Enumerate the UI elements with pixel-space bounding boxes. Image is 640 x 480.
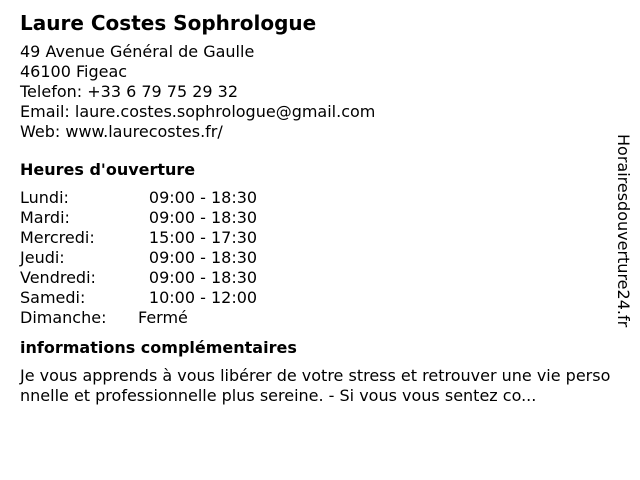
hours-day: Samedi:: [20, 288, 86, 307]
hours-day: Vendredi:: [20, 268, 96, 287]
hours-day: Lundi:: [20, 188, 69, 207]
hours-time: 10:00 - 12:00: [148, 288, 258, 307]
opening-hours-heading: Heures d'ouverture: [20, 160, 196, 179]
hours-row: [20, 248, 620, 268]
site-watermark: Horairesdouverture24.fr: [614, 134, 633, 328]
hours-row: [20, 268, 620, 288]
hours-row: [20, 288, 620, 308]
email-line[interactable]: Email: laure.costes.sophrologue@gmail.com: [20, 102, 376, 121]
hours-time: Fermé: [138, 308, 188, 327]
hours-row: [20, 188, 620, 208]
phone-line[interactable]: Telefon: +33 6 79 75 29 32: [20, 82, 239, 101]
business-card: [20, 10, 620, 406]
hours-time: 09:00 - 18:30: [148, 188, 258, 207]
hours-row: [20, 208, 620, 228]
additional-info-text: Je vous apprends à vous libérer de votre stress et retrouver une vie personnelle et professionnelle plus sereine. - Si vous vous sentez co...: [20, 366, 611, 405]
hours-time: 09:00 - 18:30: [148, 208, 258, 227]
contact-block: [20, 42, 620, 142]
hours-day: Mardi:: [20, 208, 70, 227]
business-name: Laure Costes Sophrologue: [20, 11, 317, 35]
hours-day: Dimanche:: [20, 308, 107, 327]
hours-row: [20, 228, 620, 248]
hours-day: Mercredi:: [20, 228, 95, 247]
website-line[interactable]: Web: www.laurecostes.fr/: [20, 122, 223, 141]
additional-info-heading: informations complémentaires: [20, 338, 297, 357]
hours-time: 09:00 - 18:30: [148, 268, 258, 287]
hours-row: [20, 308, 620, 328]
hours-day: Jeudi:: [20, 248, 65, 267]
hours-time: 09:00 - 18:30: [148, 248, 258, 267]
hours-time: 15:00 - 17:30: [148, 228, 258, 247]
opening-hours-table: [20, 188, 620, 328]
address-line-city: 46100 Figeac: [20, 62, 128, 81]
address-line-street: 49 Avenue Général de Gaulle: [20, 42, 255, 61]
